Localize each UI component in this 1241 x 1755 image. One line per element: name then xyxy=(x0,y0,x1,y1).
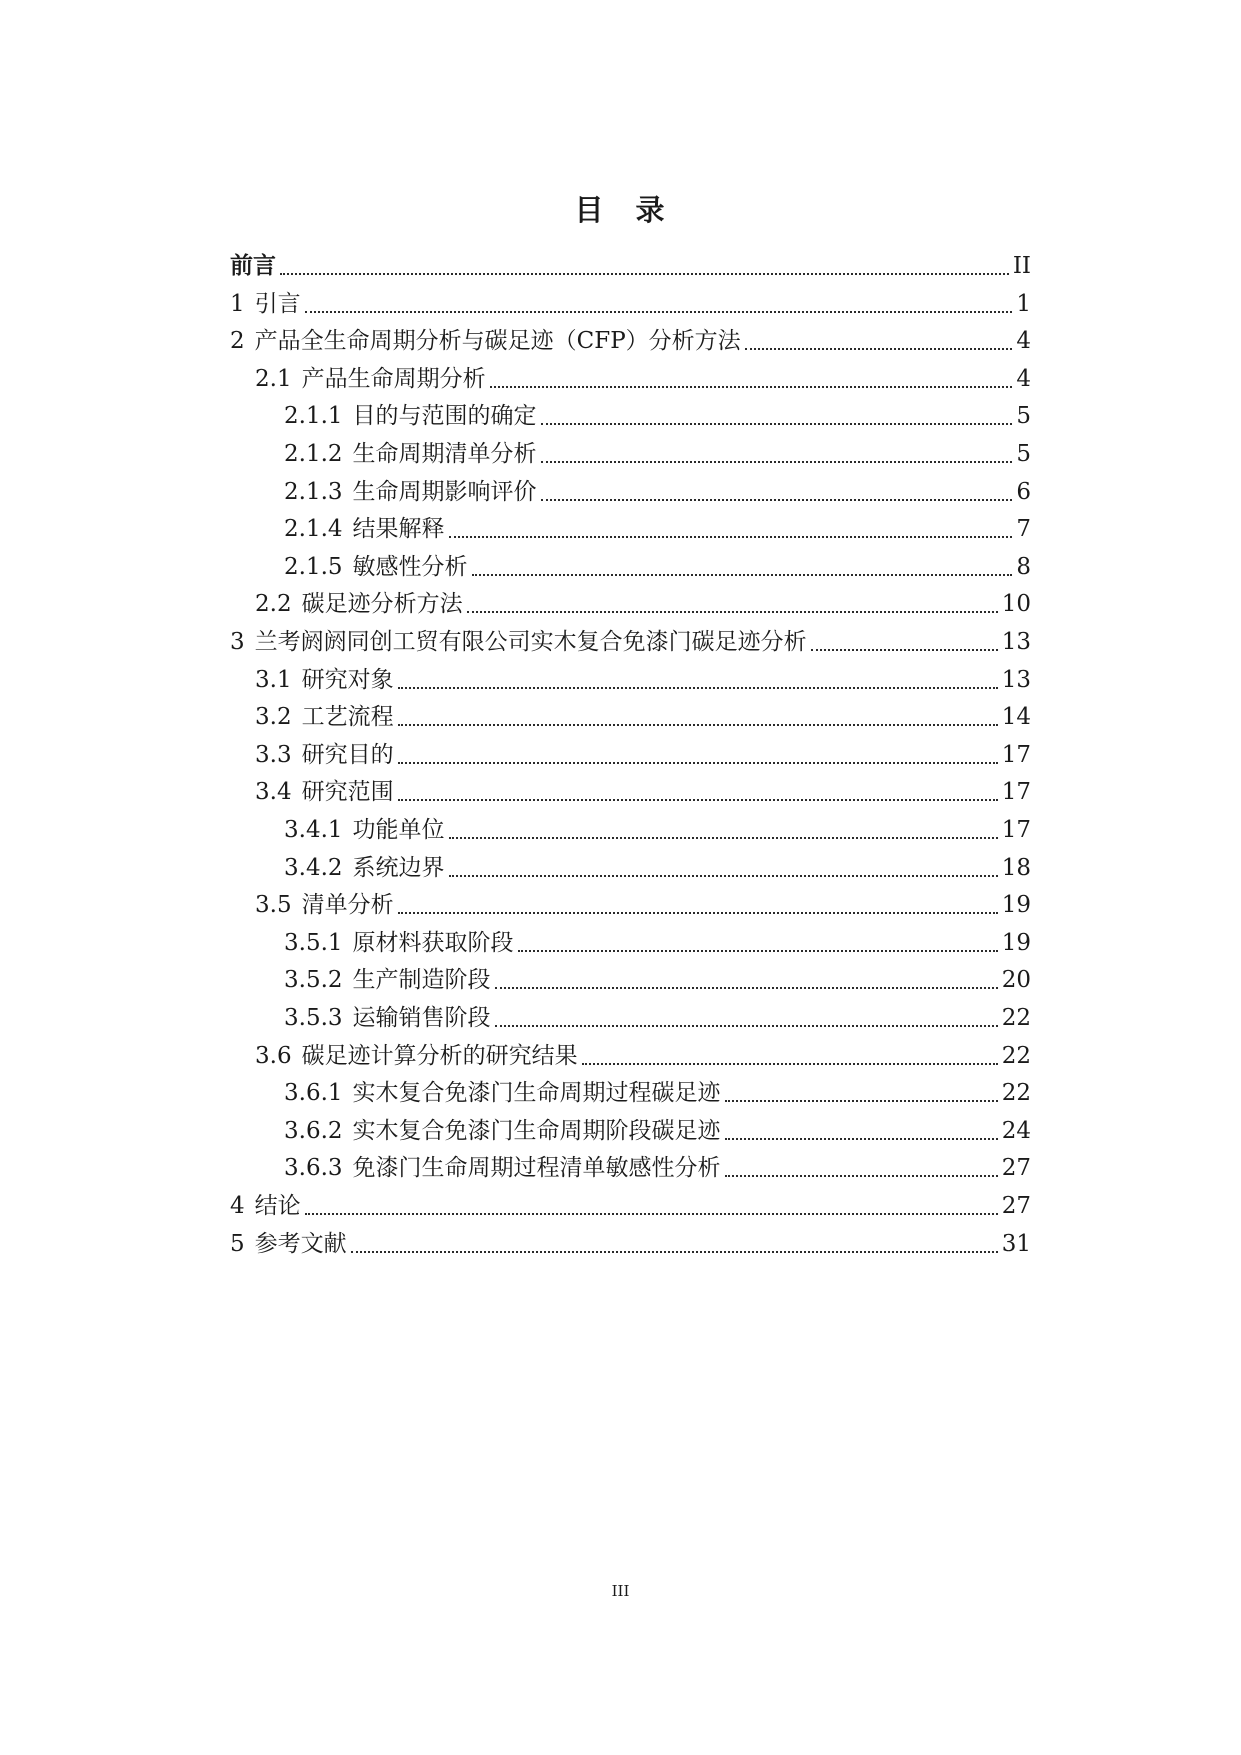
toc-entry[interactable] xyxy=(230,624,1031,660)
toc-entry[interactable] xyxy=(230,1188,1031,1224)
toc-dot-leader xyxy=(398,724,998,726)
toc-dot-leader xyxy=(541,499,1013,501)
toc-entry-title: 碳足迹分析方法 xyxy=(301,591,463,618)
toc-dot-leader xyxy=(449,837,998,839)
toc-entry-title: 实木复合免漆门生命周期过程碳足迹 xyxy=(352,1080,721,1107)
toc-entry-page: 14 xyxy=(1001,704,1031,731)
toc-entry-title: 结论 xyxy=(254,1193,301,1219)
toc-entry-page: 7 xyxy=(1016,516,1031,543)
toc-entry-page: 5 xyxy=(1016,403,1031,430)
toc-dot-leader xyxy=(745,348,1013,350)
toc-entry-page: 31 xyxy=(1001,1230,1031,1257)
toc-entry[interactable] xyxy=(284,1000,1031,1036)
toc-entry-number: 2.2 xyxy=(255,591,292,618)
toc-entry-title: 引言 xyxy=(254,290,301,317)
toc-entry[interactable] xyxy=(284,1150,1031,1186)
toc-entry-page: 4 xyxy=(1016,328,1031,355)
toc-entry-number: 3.6.2 xyxy=(284,1117,343,1144)
toc-entry-title: 研究目的 xyxy=(301,741,394,768)
title-char-2: 录 xyxy=(635,193,667,227)
page-number-footer: III xyxy=(611,1582,630,1600)
toc-entry-number: 3.6 xyxy=(255,1042,292,1069)
toc-entry-page: 20 xyxy=(1001,967,1031,994)
toc-entry-title: 碳足迹计算分析的研究结果 xyxy=(301,1042,578,1069)
toc-dot-leader xyxy=(351,1251,998,1253)
toc-entry-number: 2.1.2 xyxy=(284,441,343,467)
toc-entry-title: 结果解释 xyxy=(352,516,445,543)
toc-entry-number: 1 xyxy=(230,290,245,317)
toc-entry-number: 3.6.3 xyxy=(284,1155,343,1182)
toc-entry-title: 系统边界 xyxy=(352,854,445,881)
toc-entry-title: 目的与范围的确定 xyxy=(352,403,537,430)
toc-entry[interactable] xyxy=(255,774,1031,810)
toc-entry[interactable] xyxy=(284,850,1031,886)
toc-entry-page: 10 xyxy=(1001,591,1031,618)
toc-dot-leader xyxy=(725,1175,998,1177)
toc-entry[interactable] xyxy=(255,361,1031,397)
toc-dot-leader xyxy=(398,762,998,764)
toc-dot-leader xyxy=(449,536,1013,538)
toc-entry[interactable] xyxy=(230,248,1031,284)
toc-entry-title: 前言 xyxy=(230,253,276,279)
toc-entry-number: 3.4 xyxy=(255,779,292,806)
toc-dot-leader xyxy=(725,1100,998,1102)
toc-entry-number: 3.5 xyxy=(255,892,292,919)
toc-dot-leader xyxy=(467,611,998,613)
toc-dot-leader xyxy=(582,1063,998,1065)
toc-entry[interactable] xyxy=(255,737,1031,773)
toc-entry[interactable] xyxy=(284,1113,1031,1149)
toc-entry-number: 3.2 xyxy=(255,704,292,731)
toc-entry-number: 4 xyxy=(230,1193,245,1219)
toc-entry-title: 运输销售阶段 xyxy=(352,1005,491,1031)
toc-entry-number: 3.4.2 xyxy=(284,854,343,881)
toc-entry[interactable] xyxy=(284,962,1031,998)
toc-entry-page: 17 xyxy=(1001,817,1031,843)
toc-entry-page: 17 xyxy=(1001,741,1031,768)
toc-entry-page: 27 xyxy=(1001,1155,1031,1182)
toc-entry-title: 清单分析 xyxy=(301,892,394,919)
title-char-1: 目 xyxy=(574,193,606,227)
toc-entry-number: 3.5.1 xyxy=(284,929,343,956)
toc-entry[interactable] xyxy=(230,323,1031,359)
toc-entry-page: 1 xyxy=(1016,290,1031,317)
toc-entry-title: 免漆门生命周期过程清单敏感性分析 xyxy=(352,1155,721,1182)
toc-entry[interactable] xyxy=(284,1075,1031,1111)
toc-entry-page: 18 xyxy=(1001,854,1031,881)
toc-dot-leader xyxy=(472,574,1013,576)
toc-entry-title: 原材料获取阶段 xyxy=(352,929,514,956)
toc-entry-page: 6 xyxy=(1016,478,1031,505)
toc-entry-number: 3.3 xyxy=(255,741,292,768)
toc-entry[interactable] xyxy=(284,511,1031,547)
toc-entry[interactable] xyxy=(230,286,1031,322)
toc-dot-leader xyxy=(811,649,998,651)
toc-entry-number: 3.4.1 xyxy=(284,817,343,843)
toc-entry-number: 2.1.4 xyxy=(284,516,343,543)
toc-entry-number: 2 xyxy=(230,328,245,355)
toc-dot-leader xyxy=(398,912,998,914)
toc-entry-title: 研究范围 xyxy=(301,779,394,806)
toc-entry-page: 4 xyxy=(1016,365,1031,392)
toc-entry[interactable] xyxy=(255,887,1031,923)
toc-entry-number: 2.1.3 xyxy=(284,478,343,505)
toc-entry[interactable] xyxy=(284,812,1031,848)
toc-entry-number: 3.1 xyxy=(255,666,292,693)
toc-entry-page: 13 xyxy=(1001,666,1031,693)
toc-dot-leader xyxy=(398,799,998,801)
toc-dot-leader xyxy=(541,423,1013,425)
toc-entry-title: 生产制造阶段 xyxy=(352,967,491,994)
toc-entry[interactable] xyxy=(255,1038,1031,1074)
toc-entry-title: 兰考阏阏同创工贸有限公司实木复合免漆门碳足迹分析 xyxy=(254,629,807,655)
toc-entry[interactable] xyxy=(255,699,1031,735)
toc-entry-number: 2.1.5 xyxy=(284,553,343,580)
toc-entry-number: 3 xyxy=(230,629,245,655)
toc-entry-page: II xyxy=(1012,253,1031,279)
toc-entry-title: 产品全生命周期分析与碳足迹（CFP）分析方法 xyxy=(254,328,741,355)
toc-entry-number: 3.5.2 xyxy=(284,967,343,994)
toc-entry-page: 17 xyxy=(1001,779,1031,806)
toc-entry-title: 研究对象 xyxy=(301,666,394,693)
toc-dot-leader xyxy=(449,875,998,877)
toc-entry-number: 3.6.1 xyxy=(284,1080,343,1107)
toc-entry-page: 22 xyxy=(1001,1080,1031,1107)
toc-dot-leader xyxy=(541,461,1013,463)
toc-dot-leader xyxy=(495,1025,998,1027)
page-title xyxy=(0,188,1241,229)
toc-dot-leader xyxy=(490,386,1013,388)
toc-entry-title: 生命周期清单分析 xyxy=(352,441,537,467)
toc-entry[interactable] xyxy=(284,474,1031,510)
toc-dot-leader xyxy=(398,687,998,689)
toc-entry[interactable] xyxy=(284,398,1031,434)
toc-entry-page: 22 xyxy=(1001,1005,1031,1031)
toc-dot-leader xyxy=(495,987,998,989)
toc-entry-page: 27 xyxy=(1001,1193,1031,1219)
toc-entry[interactable] xyxy=(284,549,1031,585)
toc-dot-leader xyxy=(280,273,1009,275)
toc-entry-page: 8 xyxy=(1016,553,1031,580)
toc-entry-page: 19 xyxy=(1001,892,1031,919)
toc-entry-number: 2.1 xyxy=(255,365,292,392)
toc-entry-number: 2.1.1 xyxy=(284,403,343,430)
toc-dot-leader xyxy=(518,950,998,952)
toc-entry-page: 19 xyxy=(1001,929,1031,956)
toc-entry-number: 3.5.3 xyxy=(284,1005,343,1031)
toc-entry-title: 工艺流程 xyxy=(301,704,394,731)
toc-entry-title: 产品生命周期分析 xyxy=(301,365,486,392)
toc-entry[interactable] xyxy=(284,925,1031,961)
toc-dot-leader xyxy=(725,1138,998,1140)
toc-entry[interactable] xyxy=(255,586,1031,622)
toc-dot-leader xyxy=(305,1213,998,1215)
toc-entry[interactable] xyxy=(255,662,1031,698)
toc-entry-page: 22 xyxy=(1001,1042,1031,1069)
toc-entry-title: 实木复合免漆门生命周期阶段碳足迹 xyxy=(352,1117,721,1144)
toc-entry-title: 功能单位 xyxy=(352,817,445,843)
toc-entry-title: 参考文献 xyxy=(254,1230,347,1257)
toc-entry-number: 5 xyxy=(230,1230,245,1257)
toc-entry[interactable] xyxy=(284,436,1031,472)
toc-entry-title: 敏感性分析 xyxy=(352,553,468,580)
toc-entry-page: 5 xyxy=(1016,441,1031,467)
toc-entry-page: 24 xyxy=(1001,1117,1031,1144)
toc-entry-title: 生命周期影响评价 xyxy=(352,478,537,505)
toc-dot-leader xyxy=(305,311,1013,313)
toc-entry-page: 13 xyxy=(1001,629,1031,655)
toc-entry[interactable] xyxy=(230,1226,1031,1262)
